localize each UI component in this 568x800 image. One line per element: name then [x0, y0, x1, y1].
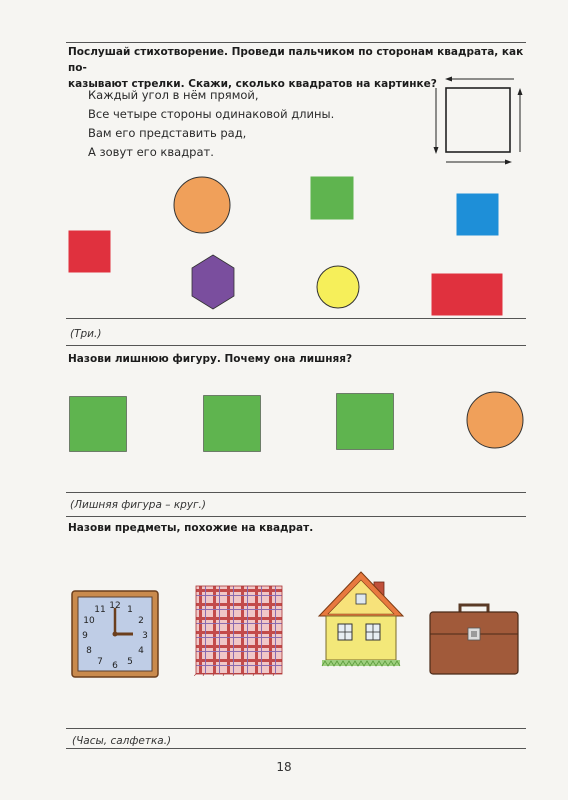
arrow-top-head — [445, 77, 452, 82]
briefcase-picture — [428, 600, 520, 678]
clock-numeral: 12 — [109, 601, 121, 611]
answer-2: (Лишняя фигура – круг.) — [70, 499, 206, 511]
square-with-arrows — [428, 74, 524, 170]
clock-numeral: 10 — [83, 616, 95, 626]
poem-line: А зовут его квадрат. — [88, 145, 214, 159]
poem-line: Все четыре стороны одинаковой длины. — [88, 107, 335, 121]
orange-circle — [466, 391, 524, 449]
green-square — [336, 393, 394, 450]
clock-picture — [71, 590, 159, 678]
red-square — [68, 230, 111, 273]
task-1-line-1: Послушай стихотворение. Проведи пальчиком по сторонам квадрата, как по- — [68, 46, 524, 74]
clock-numeral: 11 — [94, 605, 106, 615]
clock-numeral: 4 — [138, 646, 144, 656]
clock-numeral: 2 — [138, 616, 144, 626]
clock-numeral: 9 — [82, 631, 88, 641]
answer-3: (Часы, салфетка.) — [72, 735, 172, 747]
divider-task-3 — [66, 516, 526, 517]
task-1-line-2: казывают стрелки. Скажи, сколько квадратов на картинке? — [68, 78, 437, 90]
divider-top — [66, 42, 526, 43]
green-square — [203, 395, 261, 452]
green-square — [69, 396, 127, 452]
blue-square — [456, 193, 499, 236]
napkin-picture — [194, 584, 284, 676]
house-picture — [316, 568, 406, 672]
orange-circle — [173, 176, 231, 234]
clock-numeral: 1 — [127, 605, 133, 615]
clock-numeral: 6 — [112, 661, 118, 671]
yellow-circle — [316, 265, 360, 309]
divider-bottom — [66, 748, 526, 749]
divider-answer-1 — [66, 318, 526, 319]
red-rectangle — [431, 273, 503, 316]
arrow-right-head — [518, 88, 523, 95]
arrow-bottom-head — [505, 160, 512, 165]
poem-line: Вам его представить рад, — [88, 126, 247, 140]
clock-numeral: 5 — [127, 657, 133, 667]
purple-hexagon — [190, 254, 236, 310]
clock-numeral: 3 — [142, 631, 148, 641]
divider-answer-3 — [66, 728, 526, 729]
page-number: 18 — [276, 760, 292, 774]
task-2-instruction: Назови лишнюю фигуру. Почему она лишняя? — [68, 353, 353, 365]
outline-square — [446, 88, 510, 152]
clock-numeral: 8 — [86, 646, 92, 656]
poem — [88, 86, 334, 162]
arrow-left-head — [434, 147, 439, 154]
answer-1: (Три.) — [70, 328, 102, 340]
divider-task-2 — [66, 345, 526, 346]
poem-line: Каждый угол в нём прямой, — [88, 88, 259, 102]
green-square — [310, 176, 354, 220]
task-3-instruction: Назови предметы, похожие на квадрат. — [68, 522, 314, 534]
divider-answer-2 — [66, 492, 526, 493]
clock-numeral: 7 — [97, 657, 103, 667]
